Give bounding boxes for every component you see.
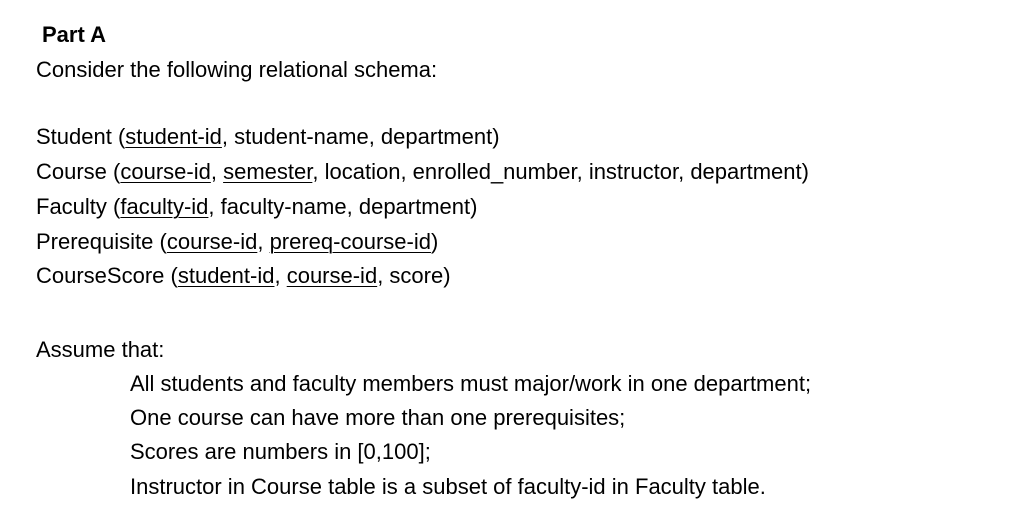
relation-name: Student (36, 124, 112, 149)
assumption-item: All students and faculty members must major/work in one department; (130, 371, 812, 396)
relation-name: Faculty (36, 194, 107, 219)
attribute: enrolled_number (412, 159, 577, 184)
attribute: department (380, 124, 493, 149)
part-heading: Part A (42, 22, 106, 47)
key-attribute: course-id (286, 263, 378, 288)
key-attribute: student-id (125, 124, 222, 149)
key-attribute: course-id (166, 229, 258, 254)
schema-line-prerequisite: Prerequisite (course-id, prereq-course-id) (36, 229, 439, 254)
attribute: instructor (588, 159, 679, 184)
attribute: faculty-name (220, 194, 347, 219)
intro-text: Consider the following relational schema: (36, 57, 438, 82)
assumption-item: Instructor in Course table is a subset of faculty-id in Faculty table. (130, 474, 766, 499)
attribute: department (690, 159, 802, 184)
relation-name: CourseScore (36, 263, 165, 288)
schema-line-course: Course (course-id, semester, location, enrolled_number, instructor, department) (36, 159, 809, 184)
key-attribute: semester (223, 159, 313, 184)
key-attribute: student-id (177, 263, 275, 288)
attribute: location (324, 159, 401, 184)
assumption-item: One course can have more than one prerequisites; (130, 405, 626, 430)
schema-line-coursescore: CourseScore (student-id, course-id, score) (36, 263, 451, 288)
key-attribute: course-id (120, 159, 211, 184)
schema-line-student: Student (student-id, student-name, department) (36, 124, 500, 149)
assume-label: Assume that: (36, 337, 165, 362)
attribute: department (358, 194, 471, 219)
relation-name: Prerequisite (36, 229, 154, 254)
key-attribute: faculty-id (120, 194, 209, 219)
attribute: score (389, 263, 444, 288)
schema-line-faculty: Faculty (faculty-id, faculty-name, department) (36, 194, 478, 219)
assumption-item: Scores are numbers in [0,100]; (130, 439, 431, 464)
attribute: student-name (234, 124, 369, 149)
key-attribute: prereq-course-id (269, 229, 431, 254)
relation-name: Course (36, 159, 107, 184)
